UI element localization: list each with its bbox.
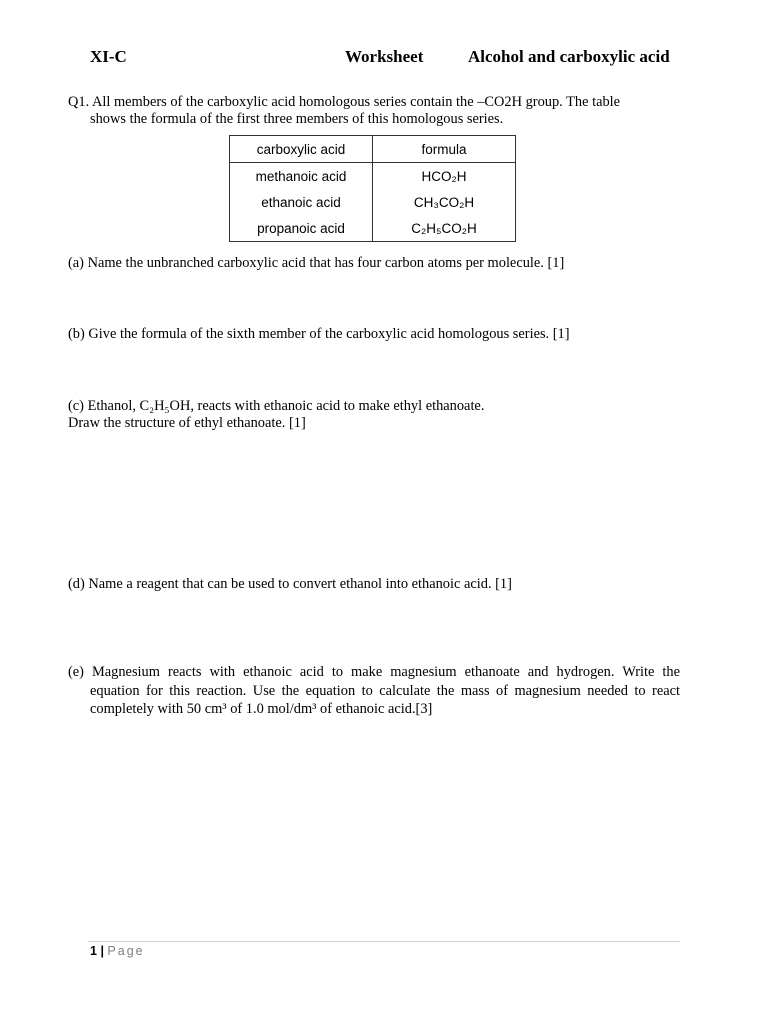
worksheet-label: Worksheet bbox=[345, 47, 424, 66]
page-footer bbox=[90, 944, 145, 958]
question-d: (d) Name a reagent that can be used to convert ethanol into ethanoic acid. [1] bbox=[68, 576, 512, 592]
question-e-line1: (e) Magnesium reacts with ethanoic acid to make magnesium ethanoate and hydrogen. Write the bbox=[68, 664, 680, 680]
acid-name-cell: ethanoic acid bbox=[230, 189, 373, 215]
page-word: Page bbox=[107, 944, 145, 958]
question-e-line3: completely with 50 cm³ of 1.0 mol/dm³ of ethanoic acid.[3] bbox=[90, 701, 433, 717]
footer-divider bbox=[88, 941, 680, 942]
carboxylic-acid-table bbox=[229, 135, 516, 242]
table-header-cell: carboxylic acid bbox=[230, 136, 373, 163]
acid-formula-cell: HCO₂H bbox=[373, 163, 516, 190]
table-header-row bbox=[230, 136, 516, 163]
acid-formula-cell: CH₃CO₂H bbox=[373, 189, 516, 215]
question-c-line1: (c) Ethanol, C₂H₅OH, reacts with ethanoic acid to make ethyl ethanoate. bbox=[68, 398, 485, 414]
question-c-line2: Draw the structure of ethyl ethanoate. [1] bbox=[68, 415, 306, 431]
page-number: 1 bbox=[90, 944, 97, 958]
table-row bbox=[230, 163, 516, 190]
table-header-cell: formula bbox=[373, 136, 516, 163]
class-label: XI-C bbox=[90, 47, 127, 66]
q1-intro-line2: shows the formula of the first three members of this homologous series. bbox=[90, 111, 504, 127]
table-row bbox=[230, 189, 516, 215]
question-a: (a) Name the unbranched carboxylic acid that has four carbon atoms per molecule. [1] bbox=[68, 255, 565, 271]
question-e-line2: equation for this reaction. Use the equation to calculate the mass of magnesium needed to react bbox=[90, 683, 680, 699]
acid-formula-cell: C₂H₅CO₂H bbox=[373, 215, 516, 242]
topic-title: Alcohol and carboxylic acid bbox=[468, 47, 670, 66]
q1-intro-line1: Q1. All members of the carboxylic acid homologous series contain the –CO2H group. The table bbox=[68, 94, 621, 110]
acid-name-cell: methanoic acid bbox=[230, 163, 373, 190]
acid-name-cell: propanoic acid bbox=[230, 215, 373, 242]
footer-separator: | bbox=[100, 944, 104, 958]
table-row bbox=[230, 215, 516, 242]
question-b: (b) Give the formula of the sixth member of the carboxylic acid homologous series. [1] bbox=[68, 326, 570, 342]
